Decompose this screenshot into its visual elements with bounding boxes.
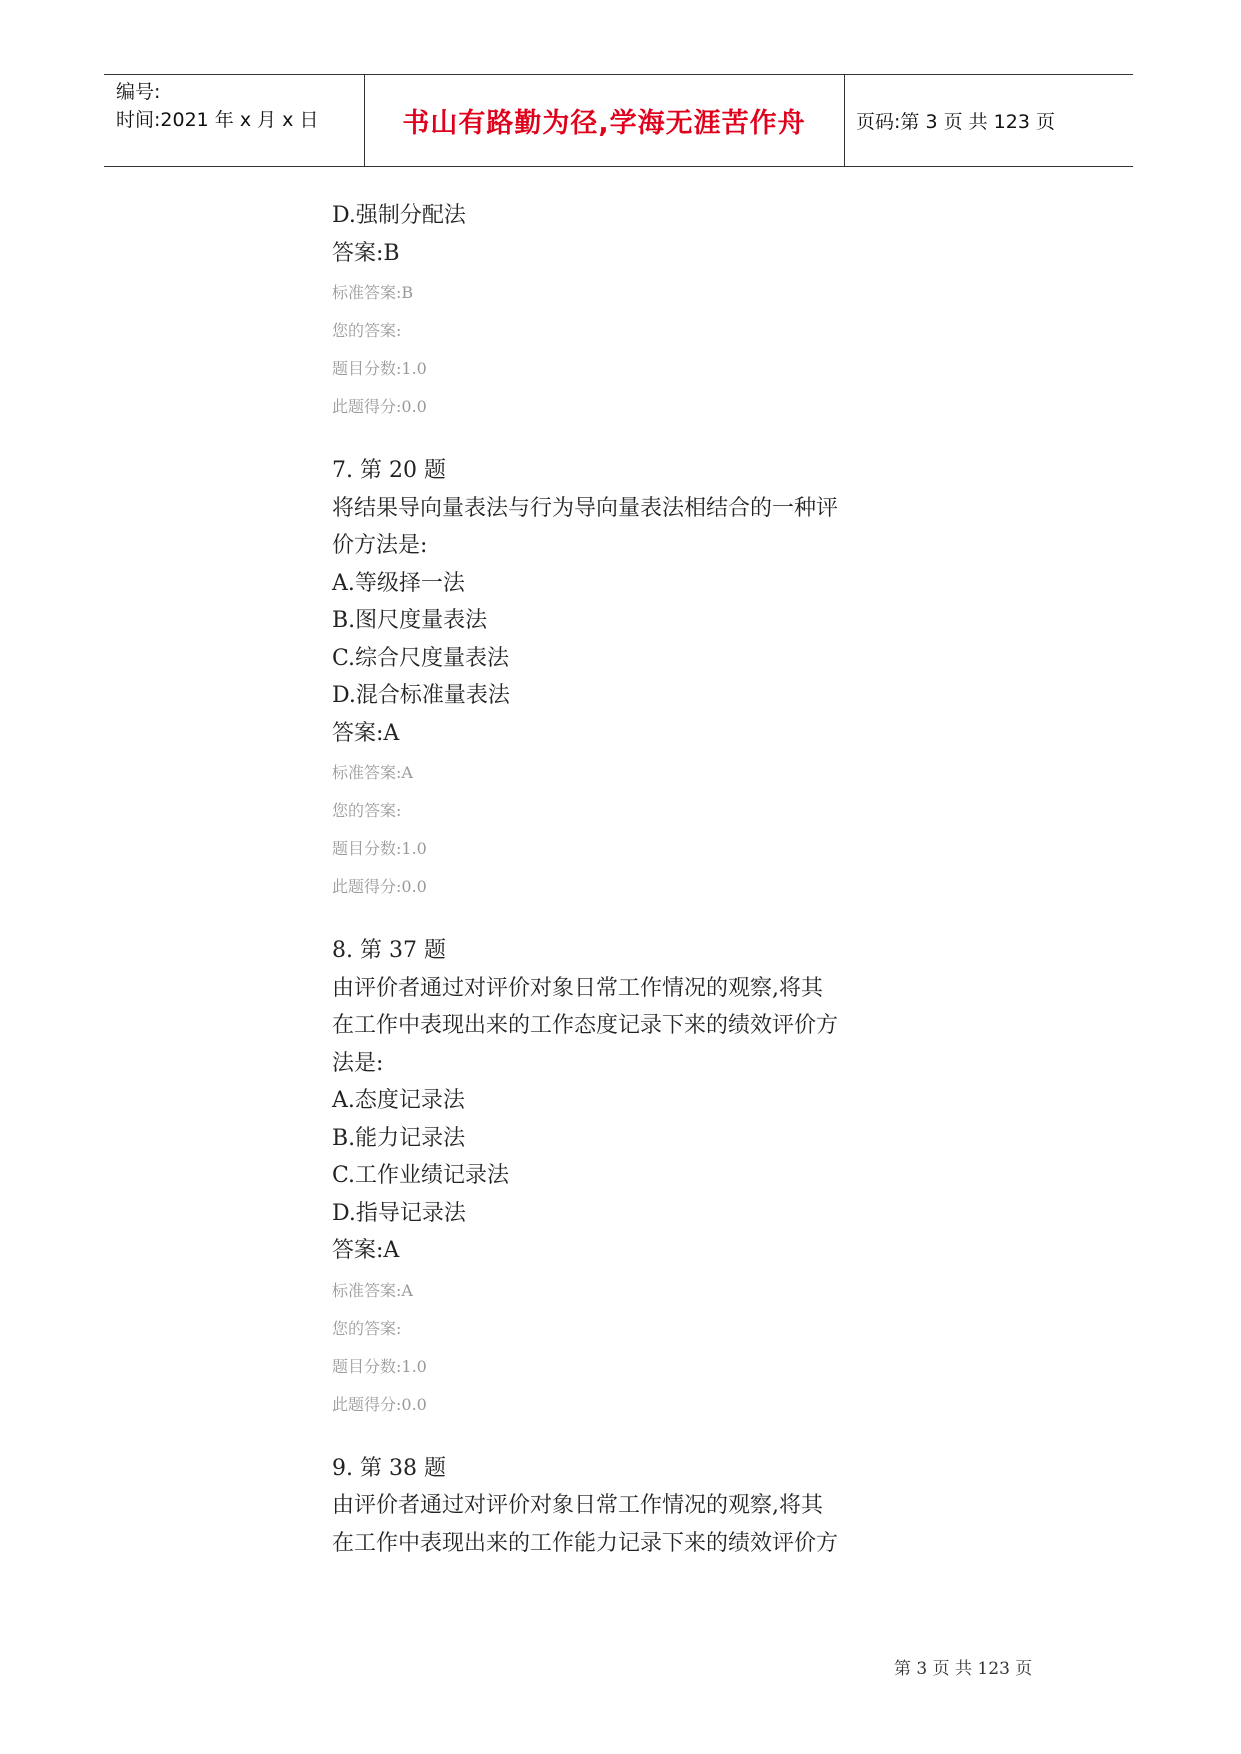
question-block-9: [332, 1450, 952, 1563]
option-c: C.工作业绩记录法: [332, 1163, 510, 1188]
option-d: D.指导记录法: [332, 1200, 466, 1226]
question-block-6: [332, 197, 952, 426]
question-stem: 由评价者通过对评价对象日常工作情况的观察,将其: [332, 1493, 823, 1518]
standard-answer: 标准答案:A: [332, 1280, 413, 1300]
question-block-7: [332, 452, 952, 906]
option-a: A.等级择一法: [332, 570, 465, 596]
question-title: 8. 第 37 题: [332, 938, 446, 963]
header-motto: 书山有路勤为径,学海无涯苦作舟: [402, 108, 806, 139]
answer-line: 答案:A: [332, 1238, 400, 1263]
question-stem: 由评价者通过对评价对象日常工作情况的观察,将其: [332, 975, 823, 1001]
id-label: 编号:: [116, 81, 161, 103]
option-b: B.能力记录法: [332, 1125, 466, 1151]
time-label: 时间:2021 年 x 月 x 日: [116, 109, 319, 131]
question-title: 9. 第 38 题: [332, 1455, 446, 1481]
standard-answer: 标准答案:A: [332, 763, 413, 782]
your-answer: 您的答案:: [332, 801, 402, 820]
earned-score: 此题得分:0.0: [332, 397, 427, 416]
header-divider-left: [364, 74, 365, 167]
answer-line: 答案:A: [332, 720, 400, 746]
header-divider-right: [844, 74, 845, 167]
option-c: C.综合尺度量表法: [332, 645, 510, 671]
option-d: D.混合标准量表法: [332, 683, 510, 708]
your-answer: 您的答案:: [332, 321, 402, 340]
answer-line: 答案:B: [332, 240, 400, 266]
earned-score: 此题得分:0.0: [332, 877, 427, 896]
question-score: 题目分数:1.0: [332, 1356, 427, 1376]
question-block-8: [332, 932, 952, 1424]
your-answer: 您的答案:: [332, 1318, 402, 1338]
question-stem: 在工作中表现出来的工作态度记录下来的绩效评价方: [332, 1013, 839, 1038]
question-score: 题目分数:1.0: [332, 839, 427, 858]
header-page-label: 页码:第 3 页 共 123 页: [856, 111, 1055, 133]
question-stem: 价方法是:: [332, 533, 428, 558]
question-stem: 将结果导向量表法与行为导向量表法相结合的一种评: [332, 495, 839, 521]
question-stem: 法是:: [332, 1050, 384, 1076]
page-header: [104, 74, 1133, 167]
option-a: A.态度记录法: [332, 1088, 465, 1113]
document-body: [332, 197, 952, 1562]
question-score: 题目分数:1.0: [332, 359, 427, 378]
standard-answer: 标准答案:B: [332, 283, 414, 302]
header-left-cell: [116, 78, 318, 134]
question-stem: 在工作中表现出来的工作能力记录下来的绩效评价方: [332, 1530, 839, 1556]
option-b: B.图尺度量表法: [332, 608, 488, 633]
page-footer: 第 3 页 共 123 页: [894, 1659, 1033, 1679]
option-d: D.强制分配法: [332, 203, 466, 228]
header-bottom-rule: [104, 166, 1133, 167]
earned-score: 此题得分:0.0: [332, 1394, 427, 1414]
question-title: 7. 第 20 题: [332, 458, 446, 483]
